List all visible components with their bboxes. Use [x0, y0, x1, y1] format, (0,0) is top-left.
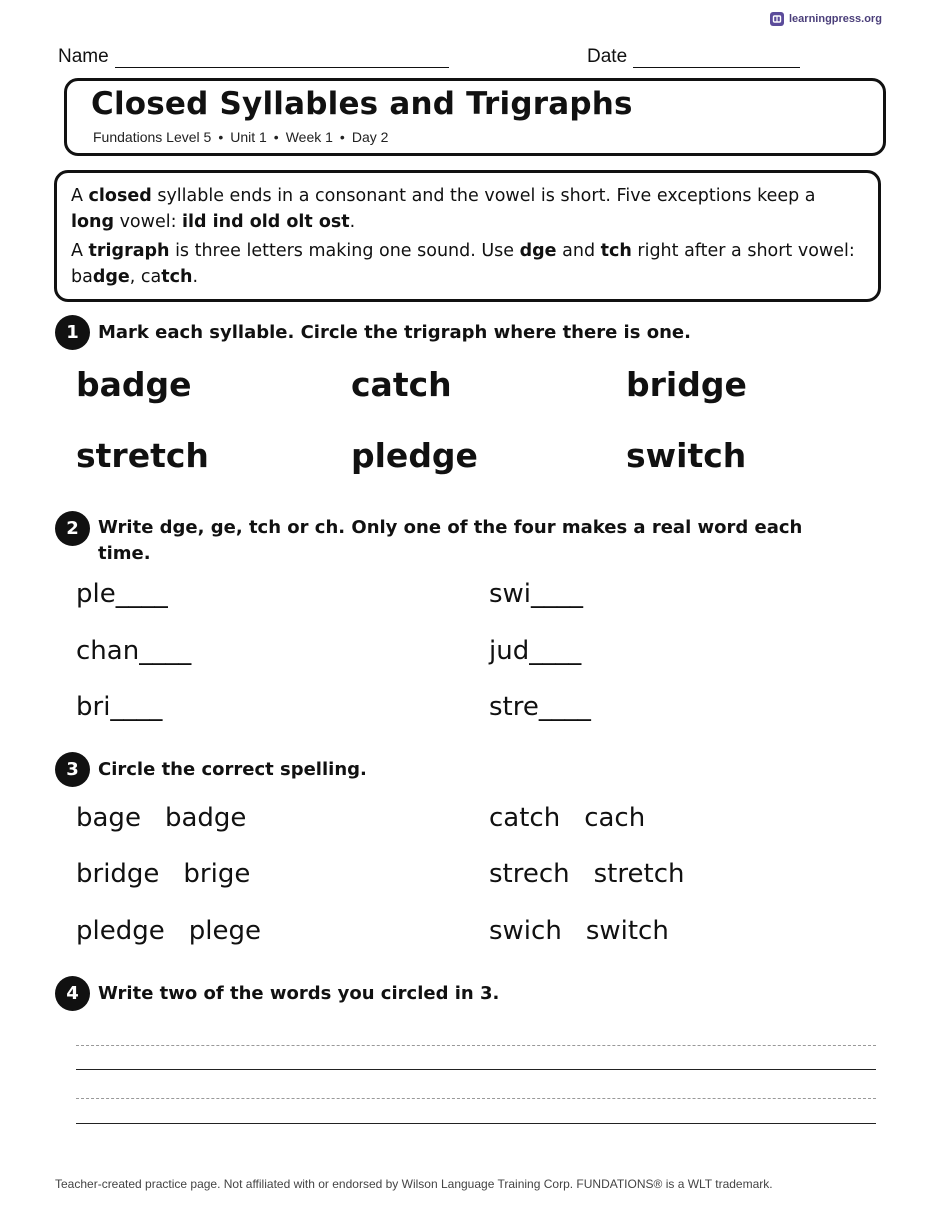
blank[interactable]: ____ — [139, 636, 192, 666]
spelling-option[interactable]: cach — [584, 803, 646, 833]
spelling-option[interactable]: bage — [76, 803, 141, 833]
rule-text: A — [71, 186, 89, 206]
week-text: Week 1 — [285, 129, 333, 145]
word: catch — [351, 365, 452, 404]
blank[interactable]: ____ — [538, 692, 591, 722]
word: switch — [626, 436, 747, 475]
closed-rule — [71, 183, 864, 235]
emphasis-text: tch — [161, 267, 193, 287]
question-number: 1 — [55, 315, 90, 350]
word-stem: swi — [489, 579, 532, 609]
footer-disclaimer: Teacher-created practice page. Not affiliated with or endorsed by Wilson Language Training Corp. FUNDATIONS® is a WLT trademark. — [55, 1177, 773, 1191]
date-field[interactable] — [587, 46, 800, 68]
emphasis-text: long — [71, 212, 115, 232]
blank[interactable]: ____ — [529, 636, 582, 666]
word-stem: bri — [76, 692, 111, 722]
question-3-prompt: Circle the correct spelling. — [98, 759, 367, 780]
spelling-pair — [489, 916, 669, 946]
date-line[interactable] — [633, 50, 800, 68]
spelling-pair — [76, 916, 261, 946]
blank[interactable]: ____ — [115, 579, 168, 609]
rule-text: . — [349, 212, 356, 232]
spelling-option[interactable]: stretch — [593, 859, 685, 889]
spelling-option[interactable]: strech — [489, 859, 570, 889]
emphasis-text: closed — [88, 186, 152, 206]
date-label: Date — [587, 46, 628, 67]
rule-text: is three letters making one sound. Use — [169, 241, 520, 261]
writing-guide-dashed — [76, 1098, 876, 1099]
fill-in-item[interactable] — [489, 579, 583, 609]
separator: • — [273, 129, 279, 145]
fill-in-item[interactable] — [76, 579, 168, 609]
rule-text: syllable ends in a consonant and the vowel is short. Five exceptions keep a — [151, 186, 816, 206]
spelling-pair — [489, 803, 645, 833]
word-stem: ple — [76, 579, 116, 609]
word: bridge — [626, 365, 747, 404]
emphasis-text: ild ind old olt ost — [182, 212, 350, 232]
emphasis-text: dge — [519, 241, 557, 261]
day-text: Day 2 — [351, 129, 389, 145]
rule-text: and — [556, 241, 601, 261]
name-field[interactable] — [58, 46, 449, 68]
word: stretch — [76, 436, 209, 475]
separator: • — [339, 129, 345, 145]
blank[interactable]: ____ — [110, 692, 163, 722]
emphasis-text: trigraph — [88, 241, 170, 261]
rule-text: A — [71, 241, 89, 261]
question-4-prompt: Write two of the words you circled in 3. — [98, 983, 500, 1004]
question-2-prompt: Write dge, ge, tch or ch. Only one of the four makes a real word each time. — [98, 517, 803, 564]
word: pledge — [351, 436, 478, 475]
question-number: 4 — [55, 976, 90, 1011]
subtitle — [93, 129, 388, 145]
page-title: Closed Syllables and Trigraphs — [91, 86, 633, 122]
spelling-pair — [489, 859, 684, 889]
fill-in-item[interactable] — [76, 636, 191, 666]
rule-text: . — [192, 267, 199, 287]
rule-text: vowel: — [114, 212, 183, 232]
name-label: Name — [58, 46, 109, 67]
spelling-pair — [76, 859, 250, 889]
brand-logo — [770, 12, 882, 26]
book-icon — [770, 12, 784, 26]
fill-in-item[interactable] — [489, 692, 591, 722]
separator: • — [218, 129, 224, 145]
word: badge — [76, 365, 192, 404]
writing-guide-dashed — [76, 1045, 876, 1046]
writing-line[interactable] — [76, 1069, 876, 1070]
spelling-option[interactable]: pledge — [76, 916, 165, 946]
rule-text: , ca — [129, 267, 162, 287]
word-stem: chan — [76, 636, 140, 666]
spelling-pair — [76, 803, 246, 833]
fill-in-item[interactable] — [489, 636, 581, 666]
rule-text: right after a short vowel: ba — [71, 241, 855, 287]
brand-text: learningpress.org — [789, 13, 882, 25]
emphasis-text: dge — [92, 267, 130, 287]
spelling-option[interactable]: bridge — [76, 859, 160, 889]
spelling-option[interactable]: switch — [585, 916, 669, 946]
spelling-option[interactable]: brige — [183, 859, 251, 889]
word-stem: jud — [489, 636, 530, 666]
spelling-option[interactable]: badge — [164, 803, 247, 833]
level-text: Fundations Level 5 — [93, 129, 212, 145]
writing-line[interactable] — [76, 1123, 876, 1124]
spelling-option[interactable]: plege — [188, 916, 261, 946]
question-number: 2 — [55, 511, 90, 546]
blank[interactable]: ____ — [531, 579, 584, 609]
question-number: 3 — [55, 752, 90, 787]
fill-in-item[interactable] — [76, 692, 162, 722]
word-stem: stre — [489, 692, 539, 722]
question-1-prompt: Mark each syllable. Circle the trigraph where there is one. — [98, 322, 691, 343]
spelling-option[interactable]: swich — [489, 916, 562, 946]
name-line[interactable] — [115, 50, 449, 68]
unit-text: Unit 1 — [230, 129, 267, 145]
rule-box — [54, 170, 881, 302]
trigraph-rule — [71, 238, 864, 290]
spelling-option[interactable]: catch — [489, 803, 561, 833]
emphasis-text: tch — [600, 241, 632, 261]
